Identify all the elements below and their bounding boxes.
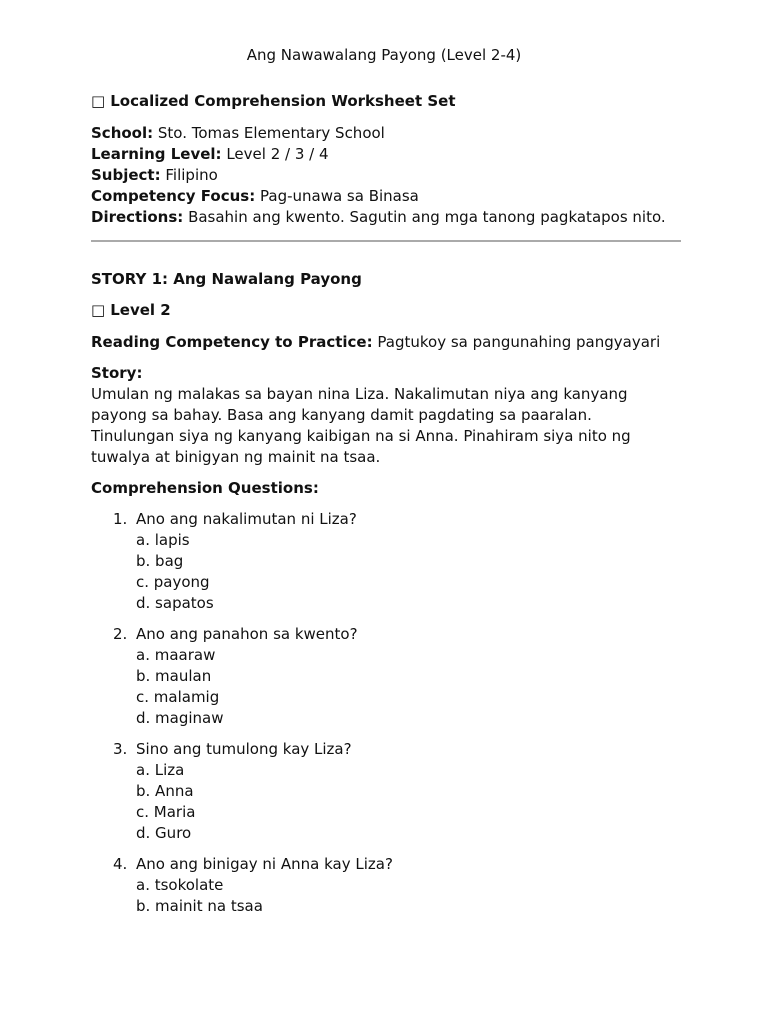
answer-choice: a. maaraw [136,646,216,664]
worksheet-meta [91,123,681,228]
answer-choice: b. bag [136,552,184,570]
answer-choice: a. Liza [136,761,185,779]
subject-label: Subject: [91,166,161,184]
question-number: 1. [113,510,128,528]
directions-row [91,207,681,228]
school-label: School: [91,124,154,142]
story-line: tuwalya at binigyan ng mainit na tsaa. [91,448,381,466]
question-text: Sino ang tumulong kay Liza? [136,740,352,758]
answer-choice: b. maulan [136,667,212,685]
answer-choice: d. maginaw [136,709,224,727]
question-text: Ano ang panahon sa kwento? [136,625,358,643]
worksheet-heading [91,91,681,112]
worksheet-content [91,91,681,927]
answer-choice: a. tsokolate [136,876,224,894]
directions-value: Basahin ang kwento. Sagutin ang mga tanong pagkatapos nito. [188,208,666,226]
competency-focus-label: Competency Focus: [91,187,256,205]
school-value: Sto. Tomas Elementary School [157,124,385,142]
question-item [91,739,681,844]
section-divider [91,240,681,242]
answer-choice: b. Anna [136,782,194,800]
story-label: Story: [91,364,143,382]
learning-level-row [91,144,681,165]
reading-competency [91,332,681,353]
worksheet-heading-text: Localized Comprehension Worksheet Set [110,92,456,110]
story-line: Tinulungan siya ng kanyang kaibigan na si Anna. Pinahiram siya nito ng [91,427,631,445]
learning-level-value: Level 2 / 3 / 4 [226,145,329,163]
question-item [91,509,681,614]
missing-glyph-icon: □ [91,301,106,319]
subject-value: Filipino [165,166,218,184]
question-item [91,854,681,917]
document-title: Ang Nawawalang Payong (Level 2-4) [246,46,522,64]
answer-choice: a. lapis [136,531,190,549]
story-text [91,384,681,468]
directions-label: Directions: [91,208,184,226]
story-line: payong sa bahay. Basa ang kanyang damit pagdating sa paaralan. [91,406,592,424]
question-list [91,509,681,917]
question-text: Ano ang binigay ni Anna kay Liza? [136,855,393,873]
answer-choice: c. payong [136,573,210,591]
question-number: 2. [113,625,128,643]
school-row [91,123,681,144]
answer-choice: b. mainit na tsaa [136,897,263,915]
question-number: 4. [113,855,128,873]
comprehension-questions-title: Comprehension Questions: [91,479,319,497]
reading-competency-label: Reading Competency to Practice: [91,333,373,351]
missing-glyph-icon: □ [91,92,106,110]
answer-choice: d. Guro [136,824,192,842]
competency-focus-row [91,186,681,207]
question-number: 3. [113,740,128,758]
answer-choice: c. Maria [136,803,196,821]
subject-row [91,165,681,186]
story-level [91,300,681,321]
answer-choice: d. sapatos [136,594,214,612]
story-line: Umulan ng malakas sa bayan nina Liza. Nakalimutan niya ang kanyang [91,385,628,403]
question-text: Ano ang nakalimutan ni Liza? [136,510,357,528]
reading-competency-value: Pagtukoy sa pangunahing pangyayari [377,333,661,351]
competency-focus-value: Pag-unawa sa Binasa [260,187,419,205]
learning-level-label: Learning Level: [91,145,222,163]
answer-choice: c. malamig [136,688,220,706]
story-title: STORY 1: Ang Nawalang Payong [91,270,362,288]
story-level-text: Level 2 [110,301,171,319]
question-item [91,624,681,729]
